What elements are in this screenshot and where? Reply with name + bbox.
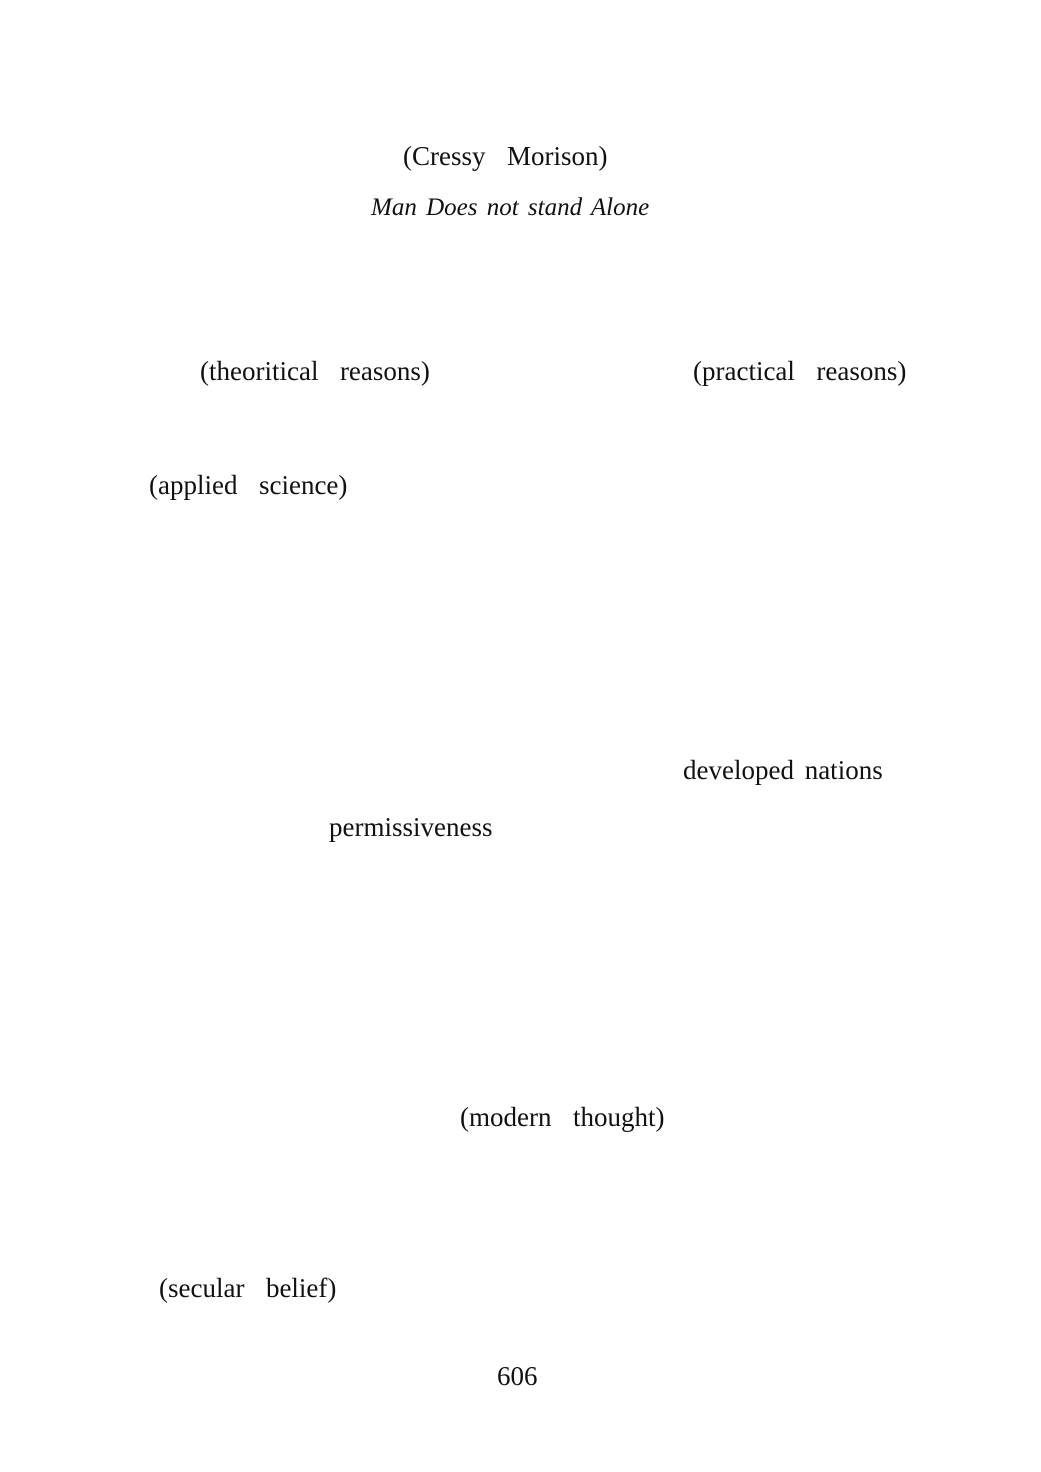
book-title: Man Does not stand Alone <box>371 194 650 221</box>
developed-nations-term: developed nations <box>683 755 883 785</box>
modern-thought-term: (modern thought) <box>460 1102 665 1132</box>
theoretical-reasons-term: (theoritical reasons) <box>200 356 430 386</box>
applied-science-term: (applied science) <box>149 470 348 500</box>
practical-reasons-term: (practical reasons) <box>693 356 907 386</box>
secular-belief-term: (secular belief) <box>159 1273 337 1303</box>
page-number: 606 <box>497 1361 538 1391</box>
author-name: (Cressy Morison) <box>403 141 608 171</box>
permissiveness-term: permissiveness <box>329 812 493 842</box>
